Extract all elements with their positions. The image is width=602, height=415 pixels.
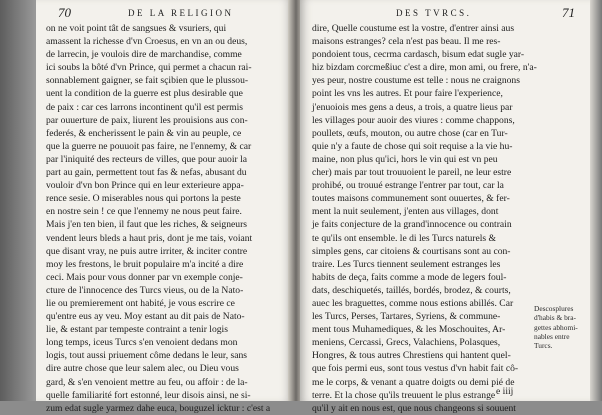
text-line: vouloir d'vn bon Prince qui en leur exterieure appa- bbox=[46, 180, 244, 192]
text-line: ceci. Mais pour vous donner par vn exemple conje- bbox=[46, 271, 243, 283]
text-line: habits de deça, faits comme a mode de legers foul- bbox=[312, 271, 507, 283]
margin-note-line: gettes abhomi- bbox=[534, 322, 578, 332]
right-page bbox=[300, 0, 590, 414]
text-line: point les vns les autres. Et pour faire l'experience, bbox=[312, 88, 503, 100]
text-line: qu'il y ait en nous est, que nous changeons si souuent bbox=[312, 402, 516, 414]
text-line: ment la nuit seulement, j'enten aus villages, dont bbox=[312, 206, 499, 218]
signature-mark: e iiij bbox=[496, 386, 514, 397]
text-line: hiz bizdam corcmeßiuc c'est a dire, mon ami, ou frere, n'a- bbox=[312, 62, 537, 74]
text-line: dire autre chose que leur salem alec, ou Dieu vous bbox=[46, 363, 239, 375]
left-text-block bbox=[46, 22, 288, 415]
text-line: on ne voit point tât de sangsues & vsuriers, qui bbox=[46, 23, 227, 34]
right-page-edge bbox=[590, 0, 602, 401]
text-line: quie n'y a faute de chose qui soit requise a la vie hu- bbox=[312, 140, 513, 152]
text-line: lie ou premierement ont habité, je vous escrire ce bbox=[46, 297, 235, 309]
text-line: j'enuoiois mes gens a deus, a trois, a quatre lieus par bbox=[312, 101, 513, 113]
text-line: logis, tout aussi priuement côme dedans le leur, sans bbox=[46, 350, 248, 362]
left-page bbox=[36, 0, 292, 414]
margin-note bbox=[534, 304, 586, 350]
text-line: cture de l'innocence des Turcs vieus, ou de la Nato- bbox=[46, 284, 244, 296]
margin-note-line: d'habis & bra- bbox=[534, 313, 576, 323]
text-line: rence sesie. O miserables nous qui portons la peste bbox=[46, 193, 241, 205]
text-line: que la guerre ne pouuoit pas faire, ne l'ennemy, & car bbox=[46, 140, 252, 152]
left-running-head: DE LA RELIGION bbox=[128, 8, 234, 18]
text-line: maine, non plus qu'ici, hors le vin qui est vn peu bbox=[312, 153, 498, 165]
text-line: yes peur, nostre coustume est telle : nous ne craignons bbox=[312, 75, 520, 87]
text-line: par ouuerture de paix, liurent les prouisions aus con- bbox=[46, 114, 248, 126]
text-line: que disant vray, ne puis autre irriter, & inciter contre bbox=[46, 245, 248, 257]
text-line: Hongres, & tous autres Chrestiens qui hantent quel- bbox=[312, 350, 511, 362]
left-folio: 70 bbox=[58, 5, 71, 20]
text-line: qu'entre eus ay veu. Moy estant au dit pais de Nato- bbox=[46, 311, 245, 323]
text-line: uent la condition de la guerre est plus desirable que bbox=[46, 88, 243, 100]
right-running-head: DES TVRCS. bbox=[396, 8, 472, 18]
text-line: ici soubs la bôté d'vn Prince, qui permet a chacun rai- bbox=[46, 62, 252, 74]
text-line: zum edat sugle yarmez dahe euca, bouguzel icktur : c'est a bbox=[46, 402, 271, 414]
text-line: en nostre sein ! ce que l'ennemy ne nous peut faire. bbox=[46, 206, 242, 218]
right-folio: 71 bbox=[562, 5, 575, 20]
text-line: me le corps, & venant a quatre doigts ou demi pié de bbox=[312, 376, 515, 388]
text-line: prohibé, ou trouué estrange l'entrer par tout, car la bbox=[312, 180, 504, 192]
text-line: cher) mais par tout trouuoient le pareil, ne leur estre bbox=[312, 167, 512, 179]
text-line: part au gain, permettent tout fas & nefas, abusant du bbox=[46, 167, 247, 179]
text-line: que fois permi eus, sont tous vestus d'vn habit fait cô- bbox=[312, 363, 519, 375]
text-line: moy les frestons, le bruit populaire m'a incité a dire bbox=[46, 258, 244, 270]
text-line: auec les braguettes, comme nous estions abillés. Car bbox=[312, 297, 514, 309]
text-line: pondoient tous, cecrma cardasch, bisum edat sugle yar- bbox=[312, 49, 525, 61]
text-line: par l'iniquité des recteurs de villes, que pour auoir la bbox=[46, 153, 248, 165]
margin-note-line: nables entre bbox=[534, 331, 570, 341]
text-line: Mais j'en ten bien, il faut que les riches, & seigneurs bbox=[46, 219, 248, 231]
text-line: meniens, Cercassi, Grecs, Valachiens, Polasques, bbox=[312, 337, 501, 349]
text-line: poullets, œufs, mouton, ou autre chose (car en Tur- bbox=[312, 127, 508, 139]
text-line: les Turcs, Perses, Tartares, Syriens, & commune- bbox=[312, 311, 501, 323]
text-line: sonnablement gaigner, se fait sçibien que le plussou- bbox=[46, 75, 249, 87]
text-line: amassent la richesse d'vn Croesus, en vn an ou deus, bbox=[46, 36, 248, 48]
text-line: federés, & encherissent le pain & vin au peuple, ce bbox=[46, 127, 242, 139]
text-line: quelle familiarité fort estonné, leur disois ainsi, ne si- bbox=[46, 389, 251, 401]
text-line: simples gens, car citoiens & courtisans sont au con- bbox=[312, 245, 511, 257]
text-line: dire, Quelle coustume est la vostre, d'entrer ainsi aus bbox=[312, 23, 515, 34]
text-line: traire. Les Turcs tiennent seulement estranges les bbox=[312, 258, 501, 270]
text-line: te qu'ils ont ensemble. le di les Turcs naturels & bbox=[312, 232, 496, 244]
text-line: vendent leurs bleds a haut pris, dont je me tais, voiant bbox=[46, 232, 253, 244]
text-line: les villages pour auoir des viures : comme chappons, bbox=[312, 114, 515, 126]
text-line: je faits conjecture de la grand'innocence ou contrain bbox=[312, 219, 512, 231]
text-line: lie, & estant par tempeste contraint a tenir logis bbox=[46, 324, 228, 336]
left-page-edge bbox=[0, 0, 36, 401]
text-line: long temps, iceus Turcs s'en venoient dedans mon bbox=[46, 337, 238, 349]
text-line: gard, & s'en venoient mettre au feu, ou affoir : de la- bbox=[46, 376, 248, 388]
text-line: toutes maisons communement sont ouuertes, & fer- bbox=[312, 193, 510, 205]
text-line: de larrecin, je voulois dire de marchandise, comme bbox=[46, 49, 242, 61]
text-line: dats, deschiquetés, taillés, bordés, brodez, & courts, bbox=[312, 284, 511, 296]
margin-note-line: Descosplures bbox=[534, 304, 574, 313]
text-line: terre. Et la chose qu'ils treuuent le plus estrange bbox=[312, 389, 496, 401]
text-line: ment tous Muhamediques, & les Moschouites, Ar- bbox=[312, 324, 506, 336]
text-line: de paix : car ces larrons incontinent qu'il est permis bbox=[46, 101, 244, 113]
right-text-block bbox=[312, 22, 537, 415]
margin-note-line: Turcs. bbox=[534, 341, 553, 351]
text-line: maisons estranges? cela n'est pas beau. Il me res- bbox=[312, 36, 501, 48]
